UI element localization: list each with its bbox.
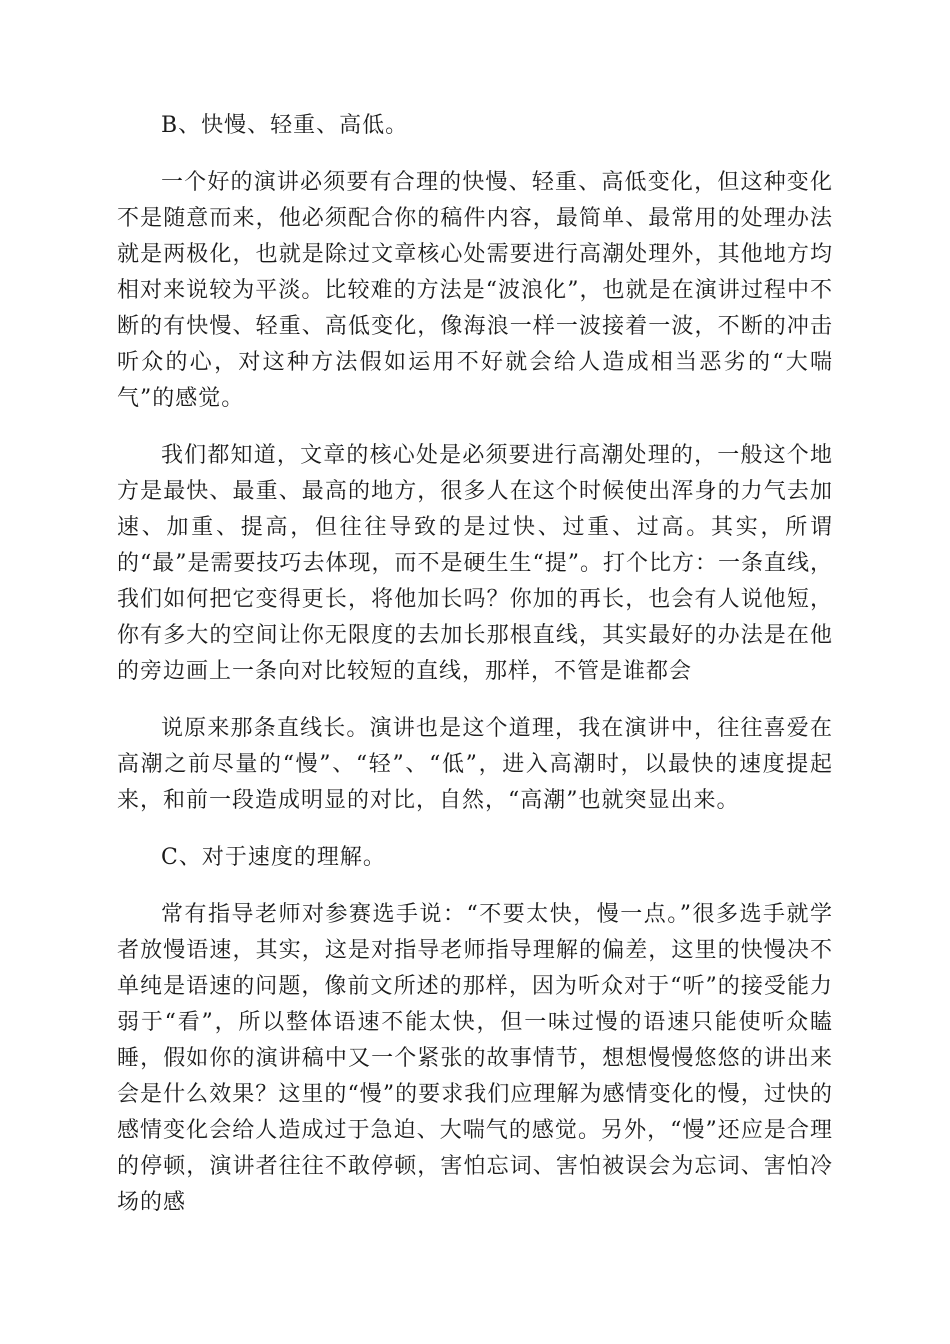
paragraph-climax-handling: 我们都知道，文章的核心处是必须要进行高潮处理的，一般这个地方是最快、最重、最高的地方，很多人在这个时候使出浑身的力气去加速、加重、提高，但往往导致的是过快、过重、过高。其实，所谓的“最”是需要技巧去体现，而不是硬生生“提”。打个比方：一条直线，我们如何把它变得更长，将他加长吗？你加的再长，也会有人说他短，你有多大的空间让你无限度的去加长那根直线，其实最好的办法是在他的旁边画上一条向对比较短的直线，那样，不管是谁都会 (117, 443, 833, 684)
paragraph-speed-understanding: 常有指导老师对参赛选手说：“不要太快，慢一点。”很多选手就学者放慢语速，其实，这是对指导老师指导理解的偏差，这里的快慢决不单纯是语速的问题，像前文所述的那样，因为听众对于“听”的接受能力弱于“看”，所以整体语速不能太快，但一味过慢的语速只能使听众瞌睡，假如你的演讲稿中又一个紧张的故事情节，想想慢慢悠悠的讲出来会是什么效果？这里的“慢”的要求我们应理解为感情变化的慢，过快的感情变化会给人造成过于急迫、大喘气的感觉。另外，“慢”还应是合理的停顿，演讲者往往不敢停顿，害怕忘词、害怕被误会为忘词、害怕冷场的感 (117, 902, 833, 1215)
paragraph-section-b-heading: B、快慢、轻重、高低。 (161, 113, 409, 138)
paragraph-speed-variation: 一个好的演讲必须要有合理的快慢、轻重、高低变化，但这种变化不是随意而来，他必须配合你的稿件内容，最简单、最常用的处理办法就是两极化，也就是除过文章核心处需要进行高潮处理外，其他地方均相对来说较为平淡。比较难的方法是“波浪化”，也就是在演讲过程中不断的有快慢、轻重、高低变化，像海浪一样一波接着一波，不断的冲击听众的心，对这种方法假如运用不好就会给人造成相当恶劣的“大喘气”的感觉。 (117, 170, 833, 411)
paragraph-contrast-example: 说原来那条直线长。演讲也是这个道理，我在演讲中，往往喜爱在高潮之前尽量的“慢”、“轻”、“低”，进入高潮时，以最快的速度提起来，和前一段造成明显的对比，自然，“高潮”也就突显出来。 (117, 716, 833, 813)
document-body (117, 108, 833, 1221)
paragraph-section-c-heading: C、对于速度的理解。 (161, 845, 386, 870)
